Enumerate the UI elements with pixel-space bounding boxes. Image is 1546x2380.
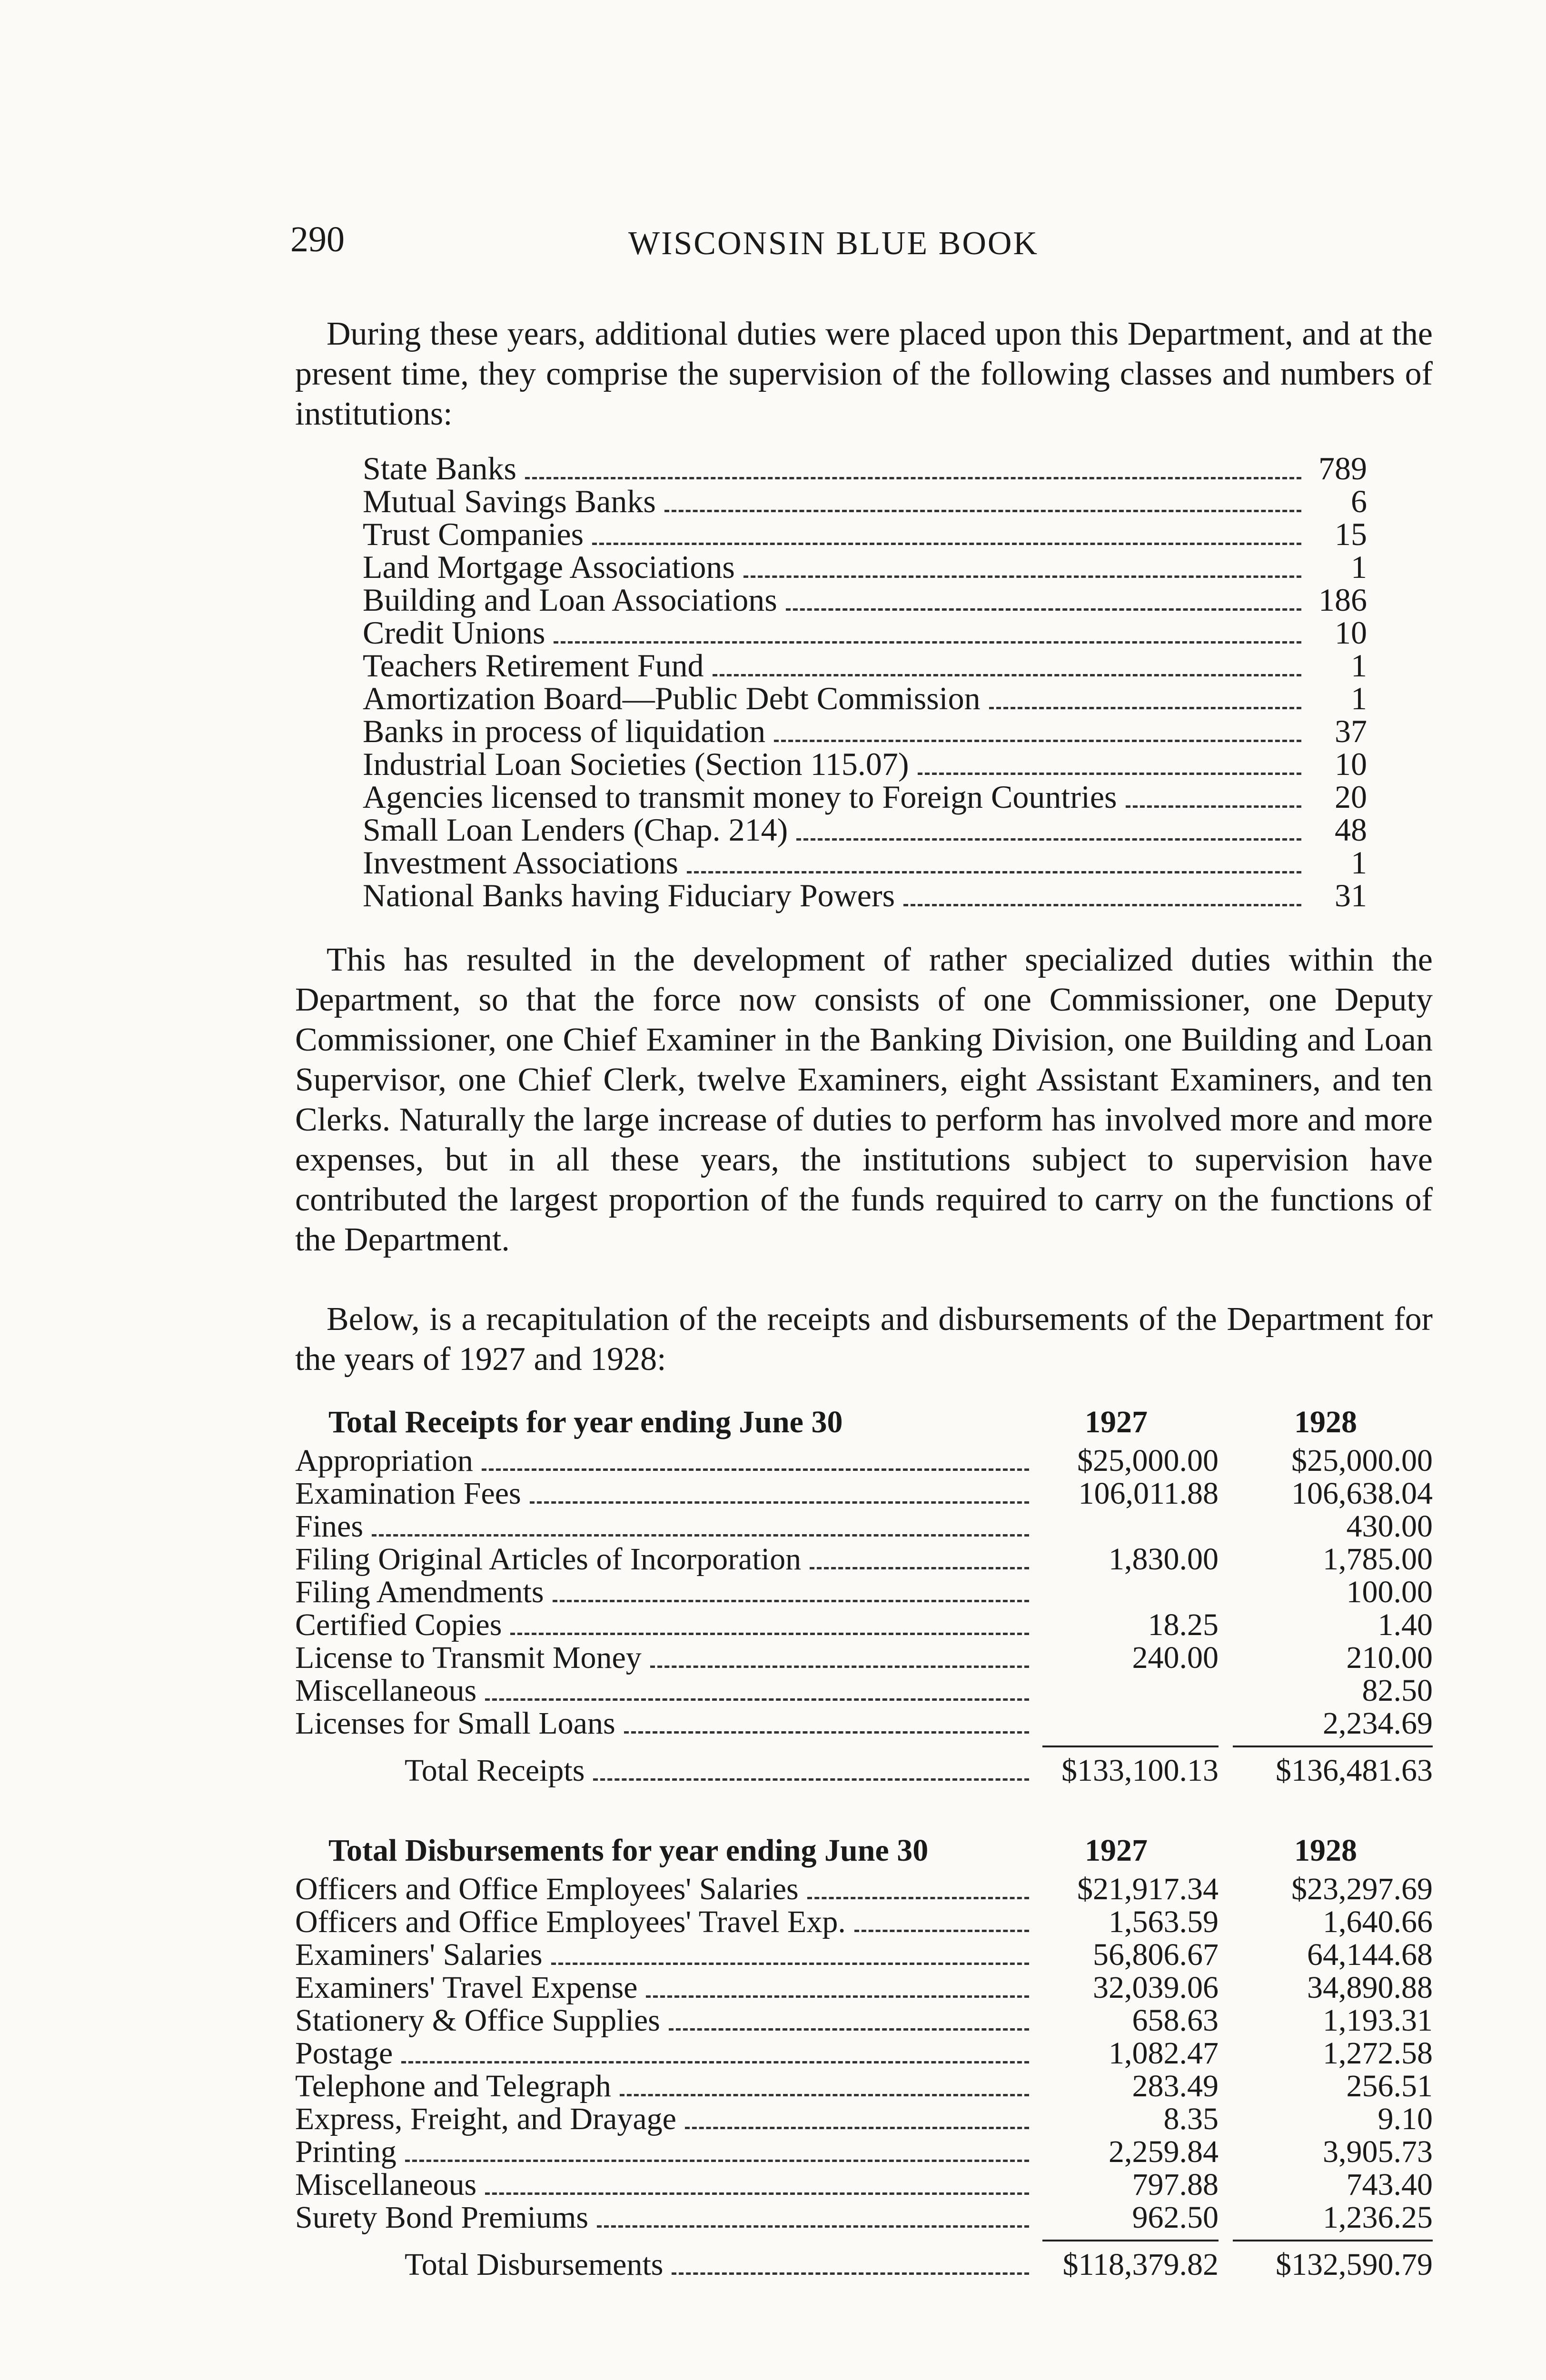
leader-dots <box>810 1567 1029 1569</box>
leader-dots <box>510 1633 1029 1635</box>
receipts-item-label: Licenses for Small Loans <box>295 1706 615 1741</box>
receipts-row <box>295 1477 1433 1510</box>
disbursements-item-label: Express, Freight, and Drayage <box>295 2102 676 2136</box>
receipts-row <box>295 1444 1433 1477</box>
institution-label: Mutual Savings Banks <box>363 483 656 519</box>
institution-row <box>363 781 1367 813</box>
receipts-total-1928: $136,481.63 <box>1276 1753 1433 1788</box>
institution-row <box>363 551 1367 584</box>
leader-dots <box>786 608 1301 611</box>
leader-dots <box>624 1731 1029 1734</box>
institution-count: 10 <box>1335 615 1367 651</box>
disbursements-value-1928: 256.51 <box>1346 2069 1433 2103</box>
disbursements-col-1928: 1928 <box>1294 1833 1357 1868</box>
leader-dots <box>646 1995 1029 1998</box>
institution-label: Trust Companies <box>363 516 584 552</box>
disbursements-value-1927: 56,806.67 <box>1093 1937 1219 1972</box>
institution-count: 31 <box>1335 877 1367 913</box>
disbursements-value-1928: 9.10 <box>1378 2102 1433 2136</box>
receipts-item-label: Appropriation <box>295 1443 473 1478</box>
institution-count: 1 <box>1351 844 1367 881</box>
disbursements-item-label: Stationery & Office Supplies <box>295 2003 660 2038</box>
disbursements-value-1928: 3,905.73 <box>1323 2134 1433 2169</box>
receipts-rows <box>295 1444 1433 1740</box>
institution-label: Land Mortgage Associations <box>363 549 735 585</box>
receipts-value-1928: 430.00 <box>1346 1509 1433 1544</box>
receipts-value-1928: 2,234.69 <box>1323 1706 1433 1741</box>
institution-label: Small Loan Lenders (Chap. 214) <box>363 812 788 848</box>
institution-count: 186 <box>1318 582 1367 618</box>
disbursements-row <box>295 2037 1433 2070</box>
institution-label: Credit Unions <box>363 615 545 651</box>
receipts-value-1928: 100.00 <box>1346 1575 1433 1609</box>
disbursements-row <box>295 1938 1433 1971</box>
disbursements-col-1927: 1927 <box>1085 1833 1148 1868</box>
institution-count: 1 <box>1351 647 1367 684</box>
disbursements-item-label: Examiners' Salaries <box>295 1937 543 1972</box>
page-header <box>290 219 1433 271</box>
receipts-col-1927: 1927 <box>1085 1405 1148 1439</box>
receipts-row <box>295 1543 1433 1576</box>
receipts-item-label: Miscellaneous <box>295 1673 477 1708</box>
leader-dots <box>554 641 1301 644</box>
leader-dots <box>485 2192 1029 2195</box>
leader-dots <box>685 2127 1029 2129</box>
receipts-item-label: Fines <box>295 1509 364 1544</box>
disbursements-value-1927: 32,039.06 <box>1093 1970 1219 2005</box>
receipts-heading-row <box>295 1404 1433 1444</box>
receipts-item-label: Filing Original Articles of Incorporation <box>295 1542 802 1577</box>
leader-dots <box>807 1897 1029 1899</box>
receipts-value-1927: 1,830.00 <box>1109 1542 1219 1577</box>
receipts-value-1928: 1.40 <box>1378 1607 1433 1642</box>
receipts-heading: Total Receipts for year ending June 30 <box>328 1405 843 1439</box>
receipts-total-1927: $133,100.13 <box>1061 1753 1219 1788</box>
receipts-value-1927: $25,000.00 <box>1077 1443 1219 1478</box>
receipts-value-1928: $25,000.00 <box>1291 1443 1433 1478</box>
disbursements-row <box>295 1873 1433 1905</box>
institution-row <box>363 452 1367 485</box>
institution-label: Investment Associations <box>363 844 678 881</box>
disbursements-heading-row <box>295 1833 1433 1873</box>
receipts-value-1927: 18.25 <box>1148 1607 1219 1642</box>
disbursements-item-label: Surety Bond Premiums <box>295 2200 589 2235</box>
leader-dots <box>1126 805 1302 808</box>
receipts-total-label: Total Receipts <box>405 1753 585 1788</box>
leader-dots <box>620 2094 1029 2096</box>
institution-row <box>363 584 1367 616</box>
disbursements-total-1927: $118,379.82 <box>1062 2247 1219 2282</box>
institution-row <box>363 485 1367 518</box>
disbursements-row <box>295 2070 1433 2102</box>
disbursements-row <box>295 1905 1433 1938</box>
disbursements-row <box>295 2135 1433 2168</box>
disbursements-rows <box>295 1873 1433 2234</box>
institution-row <box>363 682 1367 715</box>
receipts-value-1927: 240.00 <box>1132 1640 1219 1675</box>
institution-count: 20 <box>1335 779 1367 815</box>
leader-dots <box>372 1534 1029 1537</box>
institution-row <box>363 715 1367 748</box>
institution-label: State Banks <box>363 450 516 486</box>
institution-count: 10 <box>1335 746 1367 782</box>
institution-row <box>363 813 1367 846</box>
disbursements-item-label: Officers and Office Employees' Travel Exp. <box>295 1904 846 1939</box>
receipts-row <box>295 1707 1433 1740</box>
receipts-value-1928: 1,785.00 <box>1323 1542 1433 1577</box>
institution-count: 37 <box>1335 713 1367 749</box>
disbursements-item-label: Printing <box>295 2134 396 2169</box>
recap-text: Below, is a recapitulation of the receipts and disbursements of the Department for the years of 1927 and 1928: <box>295 1301 1433 1378</box>
leader-dots <box>485 1698 1029 1701</box>
disbursements-value-1928: $23,297.69 <box>1291 1872 1433 1906</box>
receipts-row <box>295 1510 1433 1543</box>
leader-dots <box>903 904 1301 906</box>
institution-label: Banks in process of liquidation <box>363 713 766 749</box>
institution-label: Amortization Board—Public Debt Commission <box>363 680 981 716</box>
intro-text: During these years, additional duties were placed upon this Department, and at the present time, they comprise the supervision of the following classes and numbers of institutions: <box>295 316 1433 432</box>
leader-dots <box>401 2061 1029 2063</box>
leader-dots <box>551 1963 1029 1965</box>
leader-dots <box>687 871 1301 873</box>
disbursements-value-1927: 2,259.84 <box>1109 2134 1219 2169</box>
receipts-row <box>295 1608 1433 1641</box>
leader-dots <box>553 1600 1029 1602</box>
disbursements-row <box>295 2201 1433 2234</box>
disbursements-item-label: Postage <box>295 2036 393 2071</box>
institution-count: 789 <box>1318 450 1367 486</box>
leader-dots <box>918 773 1301 775</box>
institutions-list <box>363 452 1367 912</box>
leader-dots <box>774 740 1301 742</box>
receipts-table <box>295 1404 1433 1787</box>
disbursements-value-1927: $21,917.34 <box>1077 1872 1219 1906</box>
leader-dots <box>796 838 1301 841</box>
development-paragraph <box>295 940 1433 1260</box>
institution-row <box>363 616 1367 649</box>
institution-count: 6 <box>1351 483 1367 519</box>
disbursements-table <box>295 1833 1433 2281</box>
disbursements-value-1927: 797.88 <box>1132 2167 1219 2202</box>
receipts-value-1927: 106,011.88 <box>1078 1476 1219 1511</box>
page-number: 290 <box>290 219 345 259</box>
institution-count: 1 <box>1351 680 1367 716</box>
institution-row <box>363 846 1367 879</box>
institution-count: 48 <box>1335 812 1367 848</box>
disbursements-heading: Total Disbursements for year ending June 30 <box>328 1833 929 1868</box>
disbursements-item-label: Miscellaneous <box>295 2167 477 2202</box>
receipts-item-label: License to Transmit Money <box>295 1640 642 1675</box>
leader-dots <box>743 575 1301 578</box>
disbursements-value-1927: 283.49 <box>1132 2069 1219 2103</box>
disbursements-row <box>295 2004 1433 2037</box>
disbursements-value-1928: 1,236.25 <box>1323 2200 1433 2235</box>
running-title: WISCONSIN BLUE BOOK <box>628 225 1039 262</box>
leader-dots <box>592 543 1301 545</box>
receipts-item-label: Filing Amendments <box>295 1575 544 1609</box>
disbursements-item-label: Officers and Office Employees' Salaries <box>295 1872 799 1906</box>
leader-dots <box>405 2160 1029 2162</box>
disbursements-value-1928: 743.40 <box>1346 2167 1433 2202</box>
disbursements-value-1928: 64,144.68 <box>1307 1937 1433 1972</box>
institution-label: Industrial Loan Societies (Section 115.07) <box>363 746 909 782</box>
receipts-total-row <box>295 1754 1433 1787</box>
institution-row <box>363 879 1367 912</box>
receipts-col-1928: 1928 <box>1294 1405 1357 1439</box>
leader-dots <box>664 510 1301 512</box>
intro-paragraph <box>295 314 1433 434</box>
development-text: This has resulted in the development of rather specialized duties within the Department, so that the force now consists of one Commissioner, one Deputy Commissioner, one Chief Examiner in the Banking Division, one Building and Loan Supervisor, one Chief Clerk, twelve Examiners, eight Assistant Examiners, and ten Clerks. Naturally the large increase of duties to perform has involved more and more expenses, but in all these years, the institutions subject to supervision have contributed the largest proportion of the funds required to carry on the functions of the Department. <box>295 942 1433 1258</box>
disbursements-row <box>295 1971 1433 2004</box>
institution-row <box>363 518 1367 551</box>
institution-label: Building and Loan Associations <box>363 582 777 618</box>
disbursements-value-1928: 34,890.88 <box>1307 1970 1433 2005</box>
receipts-row <box>295 1641 1433 1674</box>
disbursements-total-1928: $132,590.79 <box>1276 2247 1433 2282</box>
recap-paragraph <box>295 1299 1433 1379</box>
disbursements-value-1927: 962.50 <box>1132 2200 1219 2235</box>
institution-label: Teachers Retirement Fund <box>363 647 704 684</box>
institution-label: National Banks having Fiduciary Powers <box>363 877 895 913</box>
leader-dots <box>854 1930 1029 1932</box>
disbursements-total-row <box>295 2248 1433 2281</box>
disbursements-value-1928: 1,193.31 <box>1323 2003 1433 2038</box>
receipts-value-1928: 210.00 <box>1346 1640 1433 1675</box>
disbursements-value-1927: 1,563.59 <box>1109 1904 1219 1939</box>
disbursements-total-label: Total Disbursements <box>405 2247 664 2282</box>
institution-count: 15 <box>1335 516 1367 552</box>
receipts-row <box>295 1576 1433 1608</box>
institution-count: 1 <box>1351 549 1367 585</box>
disbursements-item-label: Examiners' Travel Expense <box>295 1970 638 2005</box>
receipts-value-1928: 106,638.04 <box>1291 1476 1433 1511</box>
receipts-item-label: Examination Fees <box>295 1476 521 1511</box>
receipts-row <box>295 1674 1433 1707</box>
disbursements-item-label: Telephone and Telegraph <box>295 2069 611 2103</box>
institution-row <box>363 748 1367 781</box>
leader-dots <box>597 2225 1029 2228</box>
leader-dots <box>713 674 1301 676</box>
receipts-value-1928: 82.50 <box>1362 1673 1433 1708</box>
leader-dots <box>525 477 1301 479</box>
institution-label: Agencies licensed to transmit money to Foreign Countries <box>363 779 1117 815</box>
leader-dots <box>989 707 1301 709</box>
disbursements-row <box>295 2102 1433 2135</box>
institution-row <box>363 649 1367 682</box>
leader-dots <box>530 1501 1029 1504</box>
disbursements-row <box>295 2168 1433 2201</box>
leader-dots <box>669 2028 1029 2031</box>
leader-dots <box>482 1468 1029 1471</box>
disbursements-value-1927: 658.63 <box>1132 2003 1219 2038</box>
disbursements-value-1927: 8.35 <box>1163 2102 1219 2136</box>
disbursements-value-1928: 1,272.58 <box>1323 2036 1433 2071</box>
disbursements-value-1928: 1,640.66 <box>1323 1904 1433 1939</box>
receipts-item-label: Certified Copies <box>295 1607 502 1642</box>
leader-dots <box>650 1666 1029 1668</box>
disbursements-value-1927: 1,082.47 <box>1109 2036 1219 2071</box>
